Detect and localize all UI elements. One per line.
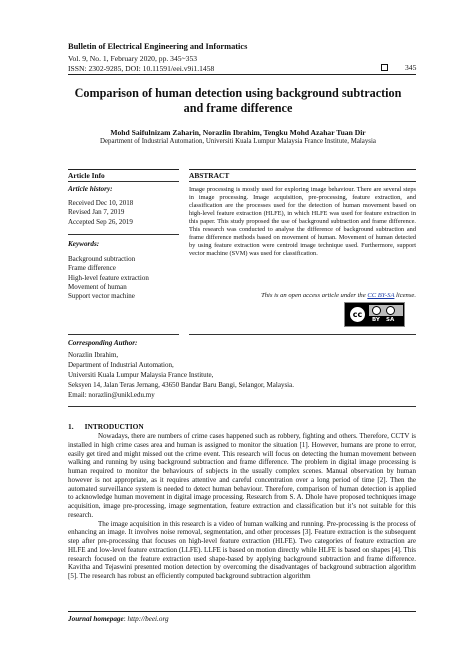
open-access-suffix: license. [396, 292, 416, 299]
abstract-heading: ABSTRACT [189, 171, 230, 180]
keyword-item: Support vector machine [68, 292, 135, 301]
page-box-icon [381, 64, 388, 71]
history-label: Article history: [68, 185, 113, 193]
corresponding-rule [68, 406, 416, 407]
history-rule [68, 234, 179, 235]
cc-by-label: BY [372, 317, 380, 323]
footer-rule [68, 611, 416, 612]
keywords-label: Keywords: [68, 240, 100, 248]
share-alike-icon [386, 306, 395, 315]
person-icon [372, 306, 381, 315]
page-number: 345 [405, 63, 417, 72]
article-info-bottom-rule [68, 181, 179, 182]
paper-title-line2: and frame difference [183, 101, 293, 115]
author-email[interactable]: Email: norazlin@unikl.edu.my [68, 391, 155, 399]
article-info-top-rule [68, 169, 179, 170]
homepage-separator: : [123, 615, 128, 623]
abstract-bottom-rule [189, 181, 416, 182]
corresponding-author-heading: Corresponding Author: [68, 339, 138, 347]
keyword-item: High-level feature extraction [68, 273, 149, 282]
license-link[interactable]: CC BY-SA [367, 292, 395, 299]
history-item: Accepted Sep 26, 2019 [68, 217, 133, 226]
article-info-heading: Article Info [68, 171, 105, 180]
journal-name: Bulletin of Electrical Engineering and Informatics [68, 42, 248, 51]
article-info-end-rule [68, 334, 179, 335]
author-address: Seksyen 14, Jalan Teras Jernang, 43650 Bandar Baru Bangi, Selangor, Malaysia. [68, 381, 294, 389]
cc-by-sa-badge[interactable] [344, 302, 405, 327]
intro-paragraph-1: Nowadays, there are numbers of crime cases happened such as robbery, fighting and others. Therefore, CCTV is installed in high crime cases area and human is assigned to monitor the situation [1]. However, humans are prone to error, easily get tired and might missed out the crime event. This research will focus on detecting the human movement between walking and running by using background subtraction and frame difference. The problem in digital image processing is human required to monitor the behaviours of subjects in the usually complex scenes. Manual observation by human however is not appropriate, as it requires attentive and careful concentration over a long period of time [2]. Then the automated surveillance system is needed to detect human behaviour. Therefore, comparison of human detection is applied to acknowledge human movement in digital image processing. Research from S. A. Dhole have proposed techniques image acquisition, image pre-processing, image segmentation, feature extraction and classification but it’s not suitable for this research. [68, 432, 416, 519]
author-name: Norazlin Ibrahim, [68, 351, 119, 359]
paper-title-line1: Comparison of human detection using background subtraction [74, 86, 402, 100]
introduction-body [68, 432, 416, 581]
keyword-list [68, 255, 149, 301]
history-list [68, 199, 133, 227]
keyword-item: Frame difference [68, 264, 116, 273]
open-access-note [189, 292, 416, 299]
keyword-item: Background subtraction [68, 255, 136, 263]
issn-line: ISSN: 2302-9285, DOI: 10.11591/eei.v9i1.1458 [68, 64, 215, 73]
volume-line: Vol. 9, No. 1, February 2020, pp. 345~353 [68, 54, 198, 63]
affiliation: Department of Industrial Automation, Universiti Kuala Lumpur Malaysia France Institute, Malaysia [100, 138, 376, 145]
author-institution: Universiti Kuala Lumpur Malaysia France Institute, [68, 371, 214, 379]
keyword-item: Movement of human [68, 282, 127, 291]
author-list: Mohd Saifulnizam Zaharin, Norazlin Ibrahim, Tengku Mohd Azahar Tuan Dir [110, 128, 366, 137]
history-item: Received Dec 10, 2018 [68, 199, 134, 207]
paper-title [60, 86, 416, 116]
header-rule [68, 74, 416, 75]
intro-paragraph-2: The image acquisition in this research is a video of human walking and running. Pre-processing is the process of enhancing an image. It involves noise removal, segmentation, and other processes [3]. Feature extraction is the subsequent step after pre-processing that focuses on high-level feature extraction (HLFE). Two categories of feature extraction are HLFE and low-level feature extraction (LLFE). LLFE is based on motion directly while HLFE is based on shapes [4]. This research focused on the feature extraction used shape-based by applying background subtraction and frame difference. Kavitha and Tejaswini presented motion detection by overcoming the disadvantages of background subtraction algorithm [5]. The research has robust an efficiently computed background subtraction algorithm [68, 519, 416, 580]
history-item: Revised Jan 7, 2019 [68, 208, 125, 217]
abstract-top-rule [189, 169, 416, 170]
homepage-label: Journal homepage [68, 615, 124, 623]
open-access-prefix: This is an open access article under the [261, 292, 366, 299]
corresponding-author-block [68, 350, 294, 400]
journal-homepage [68, 615, 169, 623]
abstract-text: Image processing is mostly used for exploring image behaviour. There are several steps in image processing. Image acquisition, pre-processing, feature extraction, and classification are the processes used for the detection of human movement based on high-level feature extraction (HLFE), in which HLFE was used for feature extraction in this paper. This study proposed the use of background subtraction and frame difference. This research was conducted to analyse the difference of background subtraction and frame difference methods based on movement of human. Movement of human detected by using feature extraction were centroid image technique used. Furthermore, support vector machine (SVM) was used for classification. [189, 186, 416, 257]
cc-logo-icon: cc [348, 305, 367, 324]
cc-sa-label: SA [386, 317, 395, 323]
abstract-end-rule [189, 334, 416, 335]
introduction-heading: 1. INTRODUCTION [68, 422, 144, 431]
author-department: Department of Industrial Automation, [68, 361, 174, 369]
homepage-url[interactable]: http://beei.org [127, 615, 169, 623]
